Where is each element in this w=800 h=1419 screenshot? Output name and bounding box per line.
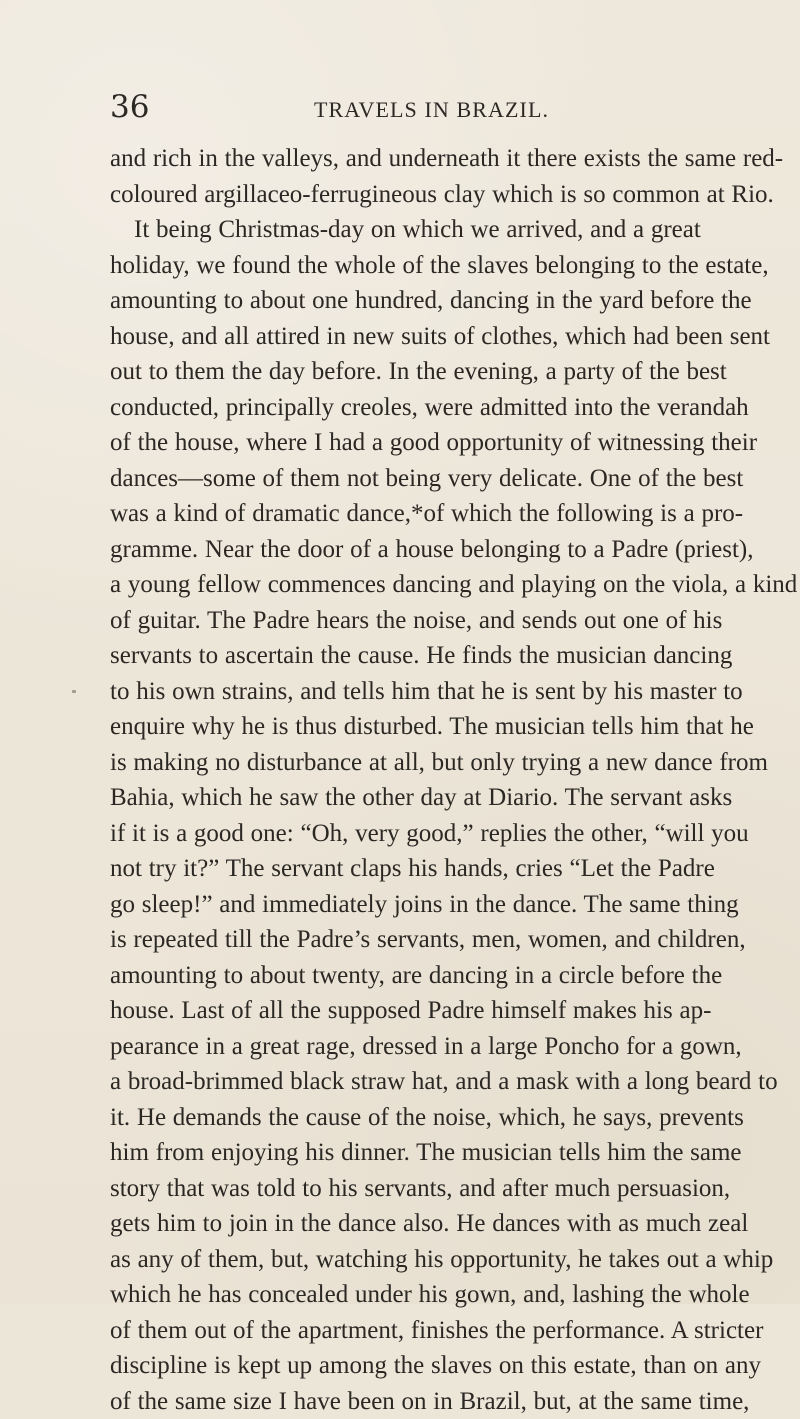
text-line-31: gets him to join in the dance also. He dances with as much zeal <box>110 1206 720 1242</box>
text-line-13: a young fellow commences dancing and playing on the viola, a kind <box>110 567 720 603</box>
running-head: TRAVELS IN BRAZIL. <box>314 99 549 121</box>
page-header <box>110 92 720 128</box>
page-number: 36 <box>110 92 149 123</box>
text-line-7: out to them the day before. In the evening, a party of the best <box>110 354 720 390</box>
text-line-3: It being Christmas-day on which we arrived, and a great <box>110 212 720 248</box>
text-line-23: is repeated till the Padre’s servants, men, women, and children, <box>110 922 720 958</box>
text-line-10: dances—some of them not being very delicate. One of the best <box>110 461 720 497</box>
text-line-22: go sleep!” and immediately joins in the dance. The same thing <box>110 887 720 923</box>
text-line-4: holiday, we found the whole of the slaves belonging to the estate, <box>110 248 720 284</box>
text-line-30: story that was told to his servants, and after much persuasion, <box>110 1171 720 1207</box>
text-line-5: amounting to about one hundred, dancing in the yard before the <box>110 283 720 319</box>
text-line-6: house, and all attired in new suits of clothes, which had been sent <box>110 319 720 355</box>
text-line-12: gramme. Near the door of a house belonging to a Padre (priest), <box>110 532 720 568</box>
text-line-34: of them out of the apartment, finishes the performance. A stricter <box>110 1313 720 1349</box>
text-line-20: if it is a good one: “Oh, very good,” replies the other, “will you <box>110 816 720 852</box>
text-line-33: which he has concealed under his gown, and, lashing the whole <box>110 1277 720 1313</box>
text-line-8: conducted, principally creoles, were admitted into the verandah <box>110 390 720 426</box>
text-line-15: servants to ascertain the cause. He finds the musician dancing <box>110 638 720 674</box>
text-line-28: it. He demands the cause of the noise, which, he says, prevents <box>110 1100 720 1136</box>
text-line-19: Bahia, which he saw the other day at Diario. The servant asks <box>110 780 720 816</box>
text-line-25: house. Last of all the supposed Padre himself makes his ap- <box>110 993 720 1029</box>
text-line-18: is making no disturbance at all, but only trying a new dance from <box>110 745 720 781</box>
text-line-9: of the house, where I had a good opportunity of witnessing their <box>110 425 720 461</box>
text-line-27: a broad-brimmed black straw hat, and a mask with a long beard to <box>110 1064 720 1100</box>
text-line-2: coloured argillaceo-ferrugineous clay which is so common at Rio. <box>110 177 720 213</box>
text-line-36: of the same size I have been on in Brazil, but, at the same time, <box>110 1384 720 1419</box>
text-line-11: was a kind of dramatic dance,*of which the following is a pro- <box>110 496 720 532</box>
text-line-29: him from enjoying his dinner. The musician tells him the same <box>110 1135 720 1171</box>
margin-mark <box>72 690 76 693</box>
text-line-17: enquire why he is thus disturbed. The musician tells him that he <box>110 709 720 745</box>
text-line-35: discipline is kept up among the slaves on this estate, than on any <box>110 1348 720 1384</box>
text-line-16: to his own strains, and tells him that he is sent by his master to <box>110 674 720 710</box>
text-line-21: not try it?” The servant claps his hands, cries “Let the Padre <box>110 851 720 887</box>
text-line-14: of guitar. The Padre hears the noise, and sends out one of his <box>110 603 720 639</box>
text-line-24: amounting to about twenty, are dancing in a circle before the <box>110 958 720 994</box>
body-text <box>110 141 720 1419</box>
text-line-26: pearance in a great rage, dressed in a large Poncho for a gown, <box>110 1029 720 1065</box>
text-line-32: as any of them, but, watching his opportunity, he takes out a whip <box>110 1242 720 1278</box>
text-line-1: and rich in the valleys, and underneath it there exists the same red- <box>110 141 720 177</box>
